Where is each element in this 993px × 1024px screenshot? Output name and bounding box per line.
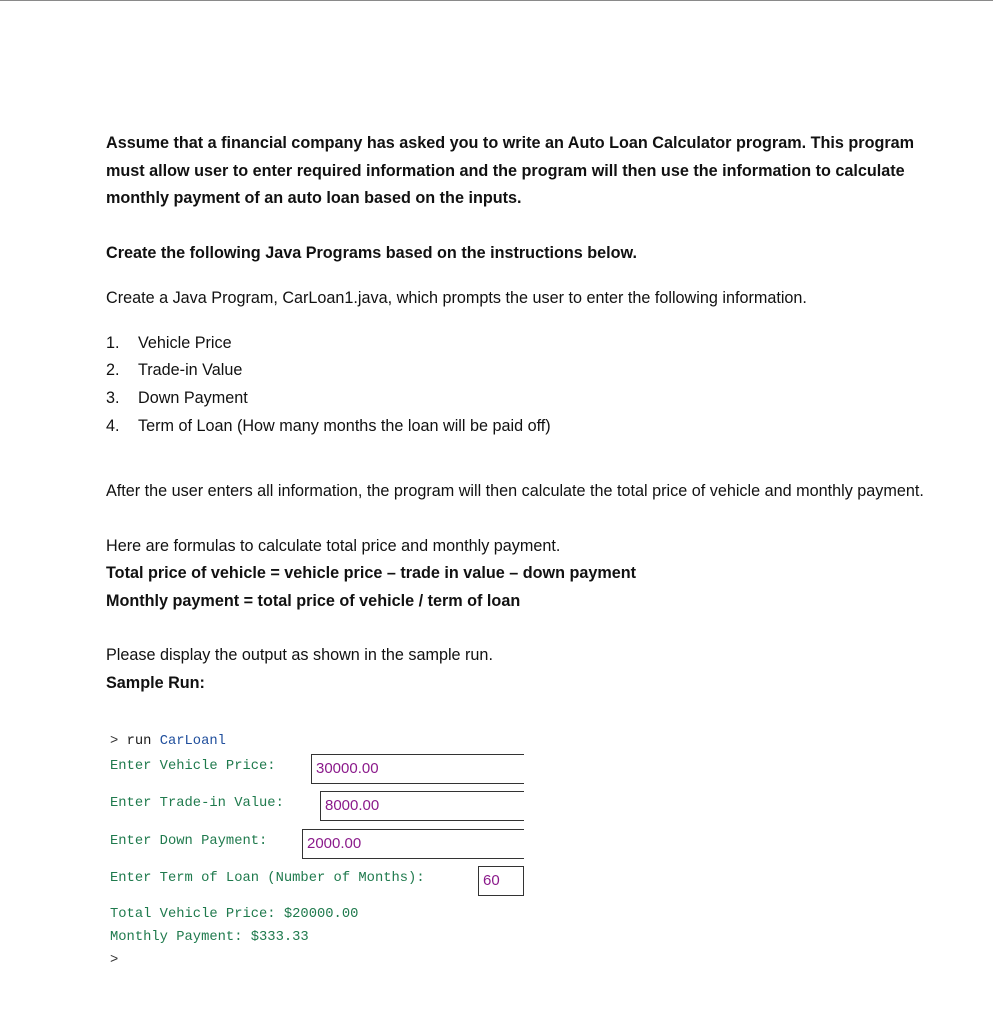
trade-in-prompt: Enter Trade-in Value: — [110, 796, 284, 811]
down-payment-prompt: Enter Down Payment: — [110, 834, 268, 849]
total-price-output: Total Vehicle Price: $20000.00 — [110, 907, 359, 922]
list-item: 1. Vehicle Price — [106, 333, 232, 352]
run-command-line: > run CarLoanl — [110, 734, 226, 749]
trade-in-input[interactable]: 8000.00 — [320, 791, 524, 821]
monthly-payment-output: Monthly Payment: $333.33 — [110, 930, 309, 945]
sample-run-console — [110, 732, 530, 972]
list-item: 3. Down Payment — [106, 388, 248, 407]
list-item: 2. Trade-in Value — [106, 361, 243, 380]
list-item: 4. Term of Loan (How many months the loan will be paid off) — [106, 416, 551, 435]
intro-paragraph: Assume that a financial company has asked you to write an Auto Loan Calculator program. This program must allow user to enter required information and the program will then use the information to calculate monthly payment of an auto loan based on the inputs. — [106, 134, 915, 207]
loan-term-input[interactable]: 60 — [478, 866, 524, 896]
down-payment-input[interactable]: 2000.00 — [302, 829, 524, 859]
vehicle-price-input[interactable]: 30000.00 — [311, 754, 524, 784]
instructions-heading: Create the following Java Programs based on the instructions below. — [106, 243, 637, 262]
formula-monthly: Monthly payment = total price of vehicle / term of loan — [106, 591, 521, 610]
assignment-document — [106, 130, 956, 697]
sample-run-label: Sample Run: — [106, 673, 205, 692]
after-paragraph: After the user enters all information, the program will then calculate the total price of vehicle and monthly payment. — [106, 482, 924, 501]
formula-total: Total price of vehicle = vehicle price – trade in value – down payment — [106, 564, 637, 583]
end-prompt: > — [110, 953, 119, 968]
formulas-intro: Here are formulas to calculate total price and monthly payment. — [106, 536, 561, 555]
task-paragraph: Create a Java Program, CarLoan1.java, which prompts the user to enter the following information. — [106, 289, 807, 307]
top-border-line — [0, 0, 993, 1]
vehicle-price-prompt: Enter Vehicle Price: — [110, 759, 276, 774]
input-list — [106, 330, 956, 441]
display-note: Please display the output as shown in the sample run. — [106, 646, 493, 665]
loan-term-prompt: Enter Term of Loan (Number of Months): — [110, 871, 425, 886]
